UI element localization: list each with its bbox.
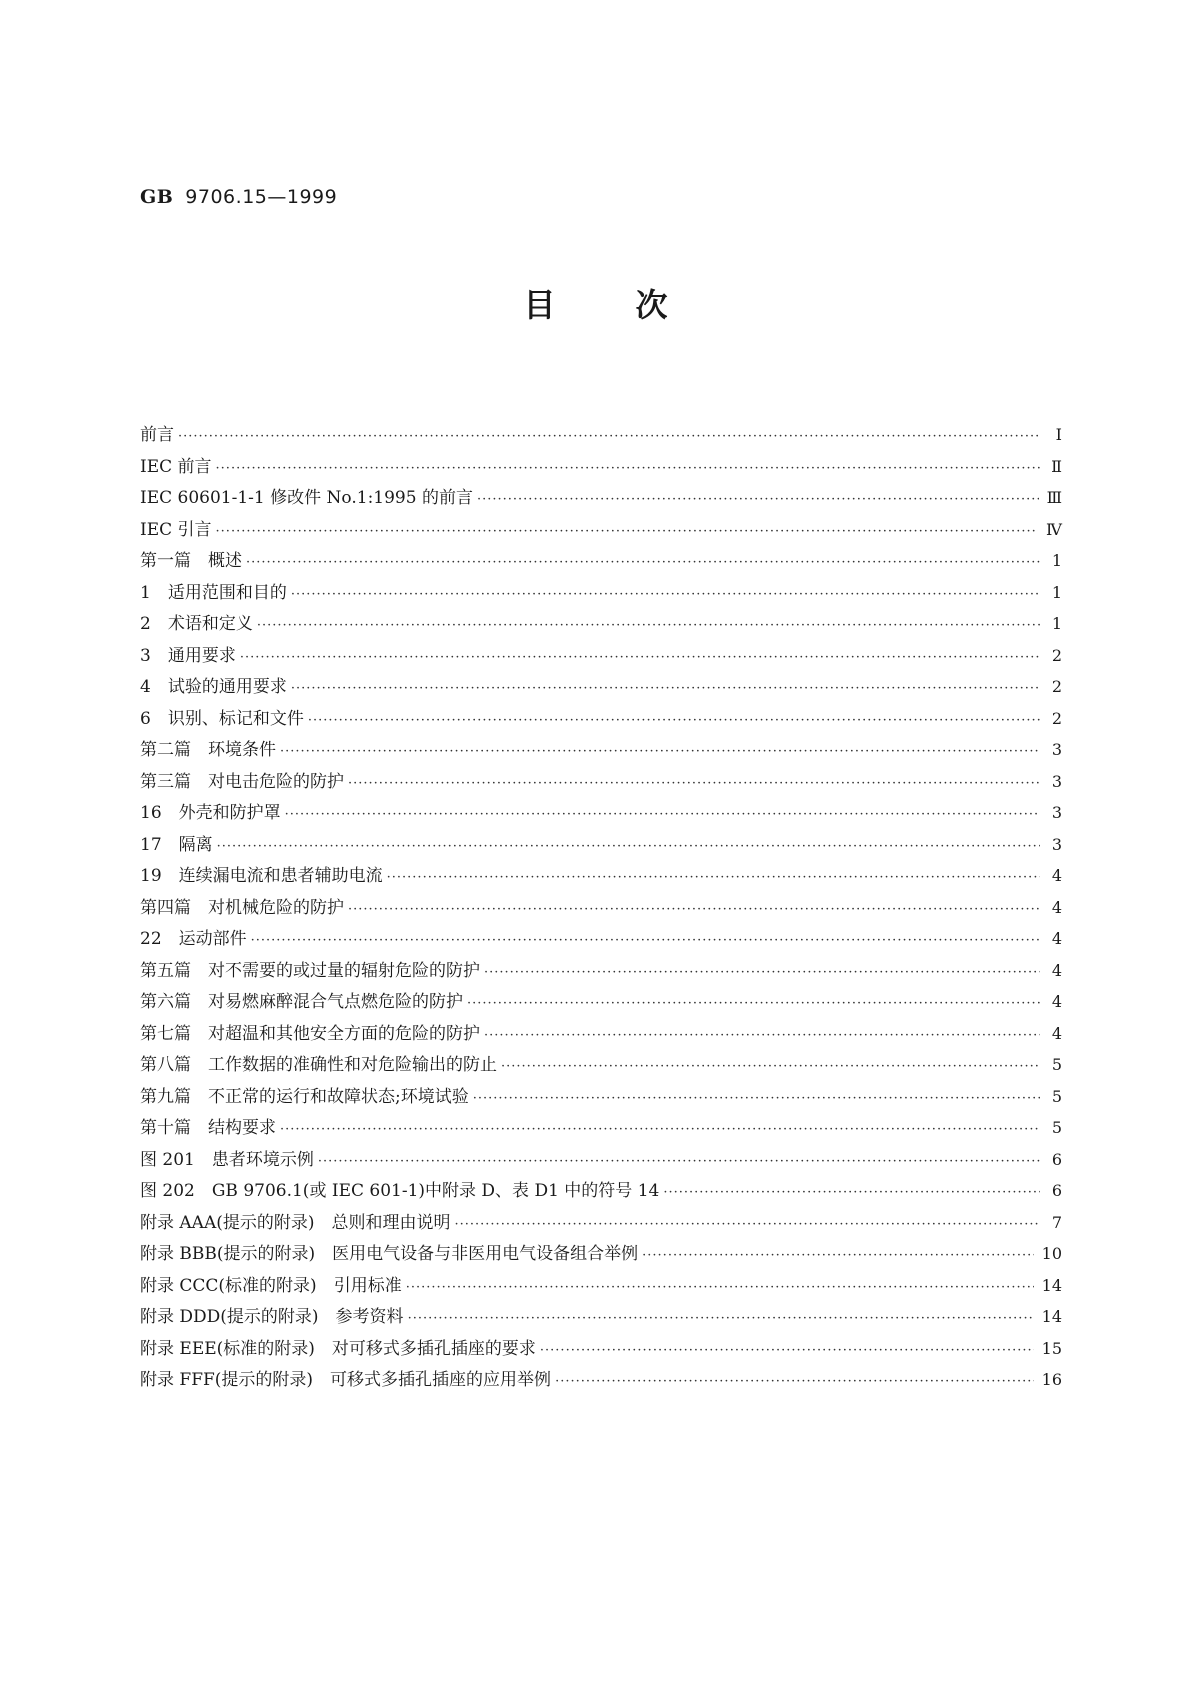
toc-entry-label: 附录 CCC(标准的附录) 引用标准 bbox=[140, 1275, 402, 1296]
toc-entry-page: 10 bbox=[1041, 1244, 1062, 1263]
toc-entry[interactable] bbox=[140, 609, 1062, 641]
toc-entry-page: 16 bbox=[1041, 1370, 1062, 1389]
dot-leader bbox=[240, 650, 1040, 665]
toc-entry-page: 3 bbox=[1051, 803, 1062, 822]
dot-leader bbox=[257, 618, 1040, 633]
dot-leader bbox=[477, 492, 1039, 507]
dot-leader bbox=[246, 555, 1040, 570]
toc-entry-page: Ⅰ bbox=[1055, 425, 1062, 444]
toc-entry-label: 3 通用要求 bbox=[140, 645, 236, 666]
toc-entry-page: 1 bbox=[1051, 551, 1062, 570]
toc-entry-label: 图 202 GB 9706.1(或 IEC 601-1)中附录 D、表 D1 中的符号 14 bbox=[140, 1181, 660, 1201]
toc-entry-label: 16 外壳和防护罩 bbox=[140, 803, 281, 823]
toc-entry-label: IEC 前言 bbox=[140, 456, 212, 477]
toc-entry-page: 4 bbox=[1051, 929, 1062, 948]
toc-entry[interactable] bbox=[140, 735, 1062, 767]
toc-entry-page: 4 bbox=[1051, 897, 1062, 917]
toc-entry[interactable] bbox=[140, 1271, 1062, 1303]
toc-entry-label: 19 连续漏电流和患者辅助电流 bbox=[140, 866, 383, 886]
toc-entry-label: 第八篇 工作数据的准确性和对危险输出的防止 bbox=[140, 1055, 497, 1075]
toc-entry-page: 4 bbox=[1051, 992, 1062, 1011]
dot-leader bbox=[540, 1343, 1034, 1358]
toc-entry-label: 附录 EEE(标准的附录) 对可移式多插孔插座的要求 bbox=[140, 1338, 536, 1359]
toc-entry-label: 附录 FFF(提示的附录) 可移式多插孔插座的应用举例 bbox=[140, 1370, 552, 1390]
toc-entry-page: 6 bbox=[1051, 1181, 1062, 1200]
dot-leader bbox=[484, 965, 1040, 980]
dot-leader bbox=[318, 1154, 1040, 1169]
toc-entry-page: 14 bbox=[1041, 1275, 1062, 1295]
dot-leader bbox=[291, 681, 1040, 696]
toc-entry[interactable] bbox=[140, 830, 1062, 862]
toc-entry[interactable] bbox=[140, 452, 1062, 484]
toc-entry-page: 14 bbox=[1041, 1307, 1062, 1326]
dot-leader bbox=[280, 744, 1040, 759]
toc-entry[interactable] bbox=[140, 861, 1062, 893]
toc-entry[interactable] bbox=[140, 1302, 1062, 1334]
table-of-contents bbox=[140, 420, 1062, 1397]
toc-entry[interactable] bbox=[140, 704, 1062, 736]
toc-entry[interactable] bbox=[140, 672, 1062, 704]
toc-entry-page: Ⅲ bbox=[1046, 488, 1062, 507]
dot-leader bbox=[473, 1091, 1040, 1106]
toc-entry[interactable] bbox=[140, 515, 1062, 547]
toc-entry-label: 17 隔离 bbox=[140, 834, 213, 855]
toc-entry-page: 2 bbox=[1051, 708, 1062, 728]
dot-leader bbox=[642, 1248, 1033, 1263]
toc-entry[interactable] bbox=[140, 1176, 1062, 1208]
toc-entry-label: IEC 引言 bbox=[140, 519, 212, 540]
dot-leader bbox=[217, 839, 1040, 854]
toc-entry-page: 4 bbox=[1051, 866, 1062, 885]
dot-leader bbox=[555, 1374, 1034, 1389]
toc-entry[interactable] bbox=[140, 1365, 1062, 1397]
toc-entry[interactable] bbox=[140, 420, 1062, 452]
toc-entry-label: 22 运动部件 bbox=[140, 929, 247, 949]
toc-entry[interactable] bbox=[140, 798, 1062, 830]
toc-entry-label: 第五篇 对不需要的或过量的辐射危险的防护 bbox=[140, 960, 480, 981]
dot-leader bbox=[348, 902, 1040, 917]
toc-entry[interactable] bbox=[140, 987, 1062, 1019]
dot-leader bbox=[216, 461, 1040, 476]
toc-entry[interactable] bbox=[140, 641, 1062, 673]
toc-entry-label: 附录 DDD(提示的附录) 参考资料 bbox=[140, 1307, 404, 1327]
toc-entry[interactable] bbox=[140, 767, 1062, 799]
toc-entry-page: 1 bbox=[1051, 614, 1062, 633]
toc-entry-label: 4 试验的通用要求 bbox=[140, 677, 287, 697]
toc-entry-label: 图 201 患者环境示例 bbox=[140, 1149, 314, 1170]
toc-entry[interactable] bbox=[140, 956, 1062, 988]
dot-leader bbox=[308, 713, 1040, 728]
toc-entry-label: 第七篇 对超温和其他安全方面的危险的防护 bbox=[140, 1023, 480, 1044]
toc-entry-label: 附录 BBB(提示的附录) 医用电气设备与非医用电气设备组合举例 bbox=[140, 1244, 639, 1264]
dot-leader bbox=[455, 1217, 1041, 1232]
toc-entry[interactable] bbox=[140, 1113, 1062, 1145]
toc-entry[interactable] bbox=[140, 483, 1062, 515]
toc-entry-page: 15 bbox=[1041, 1338, 1062, 1358]
toc-entry-page: 7 bbox=[1051, 1212, 1062, 1232]
toc-entry-label: 6 识别、标记和文件 bbox=[140, 708, 304, 729]
toc-entry-label: 第六篇 对易燃麻醉混合气点燃危险的防护 bbox=[140, 992, 463, 1012]
toc-entry[interactable] bbox=[140, 1019, 1062, 1051]
toc-entry-page: 3 bbox=[1051, 740, 1062, 759]
dot-leader bbox=[663, 1185, 1040, 1200]
dot-leader bbox=[280, 1122, 1040, 1137]
toc-entry-label: 第九篇 不正常的运行和故障状态;环境试验 bbox=[140, 1086, 469, 1107]
dot-leader bbox=[291, 587, 1040, 602]
dot-leader bbox=[467, 996, 1040, 1011]
standard-prefix: GB bbox=[140, 186, 174, 208]
dot-leader bbox=[285, 807, 1040, 822]
dot-leader bbox=[387, 870, 1040, 885]
toc-entry-label: 前言 bbox=[140, 425, 174, 445]
toc-entry-label: 第十篇 结构要求 bbox=[140, 1118, 276, 1138]
dot-leader bbox=[216, 524, 1038, 539]
toc-entry-page: 5 bbox=[1051, 1118, 1062, 1137]
dot-leader bbox=[406, 1280, 1034, 1295]
toc-entry[interactable] bbox=[140, 1050, 1062, 1082]
toc-entry[interactable] bbox=[140, 1082, 1062, 1114]
toc-entry-page: 4 bbox=[1051, 960, 1062, 980]
dot-leader bbox=[348, 776, 1040, 791]
toc-entry-label: 第三篇 对电击危险的防护 bbox=[140, 771, 344, 792]
toc-entry-label: IEC 60601-1-1 修改件 No.1:1995 的前言 bbox=[140, 488, 473, 508]
toc-entry-page: Ⅱ bbox=[1051, 456, 1062, 476]
toc-entry-label: 附录 AAA(提示的附录) 总则和理由说明 bbox=[140, 1212, 451, 1233]
toc-entry-page: 2 bbox=[1051, 645, 1062, 665]
toc-entry[interactable] bbox=[140, 578, 1062, 610]
toc-entry-page: 2 bbox=[1051, 677, 1062, 696]
toc-entry-page: 3 bbox=[1051, 771, 1062, 791]
toc-entry-label: 1 适用范围和目的 bbox=[140, 582, 287, 603]
dot-leader bbox=[251, 933, 1040, 948]
toc-entry-page: 1 bbox=[1051, 582, 1062, 602]
toc-entry-page: 5 bbox=[1051, 1086, 1062, 1106]
toc-entry[interactable] bbox=[140, 546, 1062, 578]
toc-entry-page: Ⅳ bbox=[1046, 519, 1062, 539]
dot-leader bbox=[408, 1311, 1034, 1326]
toc-entry-label: 第一篇 概述 bbox=[140, 551, 242, 571]
toc-entry[interactable] bbox=[140, 893, 1062, 925]
dot-leader bbox=[484, 1028, 1040, 1043]
toc-entry-page: 5 bbox=[1051, 1055, 1062, 1074]
toc-entry[interactable] bbox=[140, 1145, 1062, 1177]
dot-leader bbox=[501, 1059, 1040, 1074]
page-title: 目次 bbox=[523, 286, 748, 324]
dot-leader bbox=[178, 429, 1040, 444]
toc-entry-page: 4 bbox=[1051, 1023, 1062, 1043]
toc-entry-label: 第二篇 环境条件 bbox=[140, 740, 276, 760]
standard-number: 9706.15—1999 bbox=[185, 186, 338, 208]
toc-entry[interactable] bbox=[140, 1208, 1062, 1240]
toc-entry[interactable] bbox=[140, 1334, 1062, 1366]
toc-entry-label: 第四篇 对机械危险的防护 bbox=[140, 897, 344, 918]
toc-entry[interactable] bbox=[140, 924, 1062, 956]
toc-entry-page: 6 bbox=[1051, 1149, 1062, 1169]
toc-entry-label: 2 术语和定义 bbox=[140, 614, 253, 634]
toc-entry-page: 3 bbox=[1051, 834, 1062, 854]
toc-entry[interactable] bbox=[140, 1239, 1062, 1271]
standard-code bbox=[140, 186, 337, 208]
